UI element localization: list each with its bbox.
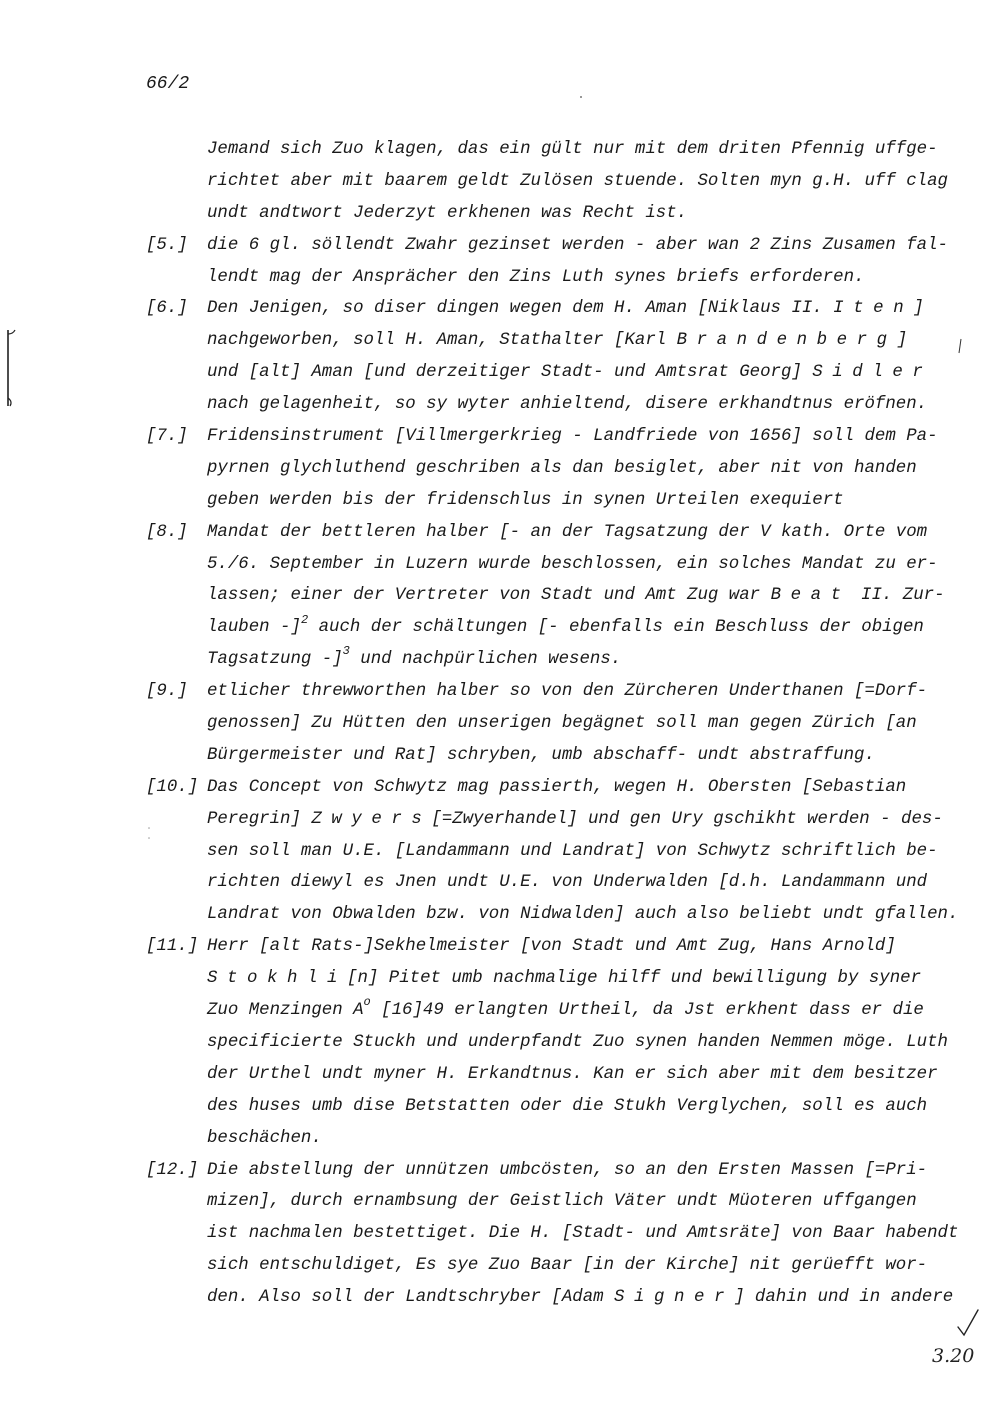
text-line <box>146 1123 946 1155</box>
text-line <box>146 166 946 198</box>
item-number: [9.] <box>146 682 188 702</box>
text-run: und [alt] Aman [und derzeitiger Stadt- und Amtsrat Georg] <box>207 363 813 383</box>
text-run: ] <box>896 331 908 351</box>
text-run: und nachpürlichen wesens. <box>349 650 622 670</box>
line-text <box>207 293 924 325</box>
spaced-name: Iten <box>833 299 914 319</box>
footnote-ref: 2 <box>300 612 309 627</box>
line-text <box>207 804 943 836</box>
page-number: 66/2 <box>146 74 190 94</box>
text-run: [16]49 erlangten Urtheil, da Jst erkhent dass er die <box>370 1001 924 1021</box>
text-line <box>146 899 959 931</box>
footnote-ref: 3 <box>342 644 350 659</box>
text-line <box>146 389 946 421</box>
line-text: Landrat von Obwalden bzw. von Nidwalden] auch also beliebt undt gfallen. <box>207 905 959 925</box>
text-line <box>146 453 946 485</box>
text-line <box>146 134 946 166</box>
line-text: sich entschuldiget, Es sye Zuo Baar [in der Kirche] nit gerüefft wor- <box>207 1256 928 1276</box>
text-line <box>146 1250 946 1282</box>
text-line <box>146 772 946 804</box>
text-line <box>146 230 946 262</box>
line-text: nach gelagenheit, so sy wyter anhieltend, disere erkhandtnus eröfnen. <box>207 395 928 415</box>
text-line <box>146 708 946 740</box>
item-number: [10.] <box>146 777 199 797</box>
footnote-ref: o <box>363 995 371 1010</box>
text-line <box>146 963 946 995</box>
line-text <box>207 1282 953 1314</box>
line-text: die 6 gl. söllendt Zwahr gezinset werden - aber wan 2 Zins Zusamen fal- <box>207 235 948 255</box>
line-text <box>207 580 945 612</box>
text-line <box>146 580 946 612</box>
text-line <box>146 1155 946 1187</box>
text-run: Den Jenigen, so diser dingen wegen dem H. Aman [Niklaus II. <box>207 299 834 319</box>
spaced-name: Beat <box>770 586 851 606</box>
line-text: specificierte Stuckh und underpfandt Zuo synen handen Nemmen möge. Luth <box>207 1032 948 1052</box>
item-number: [8.] <box>146 522 188 542</box>
text-line <box>146 676 946 708</box>
line-text: richtet aber mit baarem geldt Zulösen stuende. Solten myn g.H. uff clag <box>207 171 948 191</box>
document-body <box>146 134 959 1314</box>
line-text: 5./6. September in Luzern wurde beschlossen, ein solches Mandat zu er- <box>207 554 938 574</box>
line-text: des huses umb dise Betstatten oder die Stukh Verglychen, soll es auch <box>207 1096 928 1116</box>
text-run: Tagsatzung -] <box>207 650 343 670</box>
text-line <box>146 198 946 230</box>
text-line <box>146 262 946 294</box>
line-text: lendt mag der Ansprächer den Zins Luth synes briefs erforderen. <box>207 267 865 287</box>
line-text: richten diewyl es Jnen undt U.E. von Underwalden [d.h. Landammann und <box>207 873 928 893</box>
text-line <box>146 1059 946 1091</box>
line-text: undt andtwort Jederzyt erkhenen was Recht ist. <box>207 203 688 223</box>
item-number: [6.] <box>146 299 188 319</box>
text-line <box>146 1282 954 1314</box>
spaced-name: Sidler <box>812 363 933 383</box>
text-line <box>146 549 946 581</box>
line-text: beschächen. <box>207 1128 322 1148</box>
line-text: pyrnen glychluthend geschriben als dan besiglet, aber nit von handen <box>207 458 917 478</box>
text-run: lauben -] <box>207 618 301 638</box>
line-text: mizen], durch ernambsung der Geistlich Väter undt Müoteren uffgangen <box>207 1192 917 1212</box>
item-number: [11.] <box>146 937 199 957</box>
text-run: lassen; einer der Vertreter von Stadt und Amt Zug war <box>207 586 771 606</box>
line-text: Mandat der bettleren halber [- an der Tagsatzung der V kath. Orte vom <box>207 522 928 542</box>
margin-tick-mark <box>957 338 963 354</box>
text-line <box>146 931 946 963</box>
text-line <box>146 485 946 517</box>
spaced-name: Stokhli <box>207 969 348 989</box>
line-text: Bürgermeister und Rat] schryben, umb abschaff- undt abstraffung. <box>207 745 875 765</box>
text-line <box>146 421 946 453</box>
text-line <box>146 836 946 868</box>
text-run: nachgeworben, soll H. Aman, Stathalter [Karl <box>207 331 677 351</box>
text-line <box>146 1186 946 1218</box>
text-run: den. Also soll der Landtschryber [Adam <box>207 1288 615 1308</box>
text-run: [n] Pitet umb nachmalige hilff und bewilligung by syner <box>347 969 922 989</box>
line-text: Herr [alt Rats-]Sekhelmeister [von Stadt und Amt Zug, Hans Arnold] <box>207 937 896 957</box>
line-text: Jemand sich Zuo klagen, das ein gült nur mit dem driten Pfennig uffge- <box>207 140 938 159</box>
line-text <box>207 612 924 644</box>
text-line <box>146 644 946 676</box>
line-text: sen soll man U.E. [Landammann und Landrat] von Schwytz schriftlich be- <box>207 841 938 861</box>
line-text: ist nachmalen bestettiget. Die H. [Stadt- und Amtsräte] von Baar habendt <box>207 1224 959 1244</box>
left-edge-binding-mark <box>4 328 18 408</box>
spaced-name: Signer <box>614 1288 735 1308</box>
spaced-name: Brandenberg <box>676 331 897 351</box>
text-run: [=Zwyerhandel] und gen Ury gschikht werden - des- <box>431 809 943 829</box>
line-text: der Urthel undt myner H. Erkandtnus. Kan er sich aber mit dem besitzer <box>207 1064 938 1084</box>
item-number: [7.] <box>146 427 188 447</box>
item-number: [5.] <box>146 235 188 255</box>
text-line <box>146 1218 959 1250</box>
text-line <box>146 612 946 644</box>
line-text <box>207 357 932 389</box>
line-text: genossen] Zu Hütten den unserigen begägnet soll man gegen Zürich [an <box>207 714 917 734</box>
line-text: Die abstellung der unnützen umbcösten, so an den Ersten Massen [=Pri- <box>207 1160 928 1180</box>
text-line <box>146 517 946 549</box>
text-run: auch der schältungen [- ebenfalls ein Beschluss der obigen <box>308 618 924 638</box>
text-run: II. Zur- <box>850 586 945 606</box>
line-text: etlicher threwworthen halber so von den Zürcheren Underthanen [=Dorf- <box>207 682 928 702</box>
text-line <box>146 1027 946 1059</box>
text-line <box>146 867 946 899</box>
folio-note: 3.20 <box>932 1345 975 1367</box>
text-run: Zuo Menzingen A <box>207 1001 364 1021</box>
text-line <box>146 1091 946 1123</box>
line-text <box>207 995 924 1027</box>
text-run: Peregrin] <box>207 809 312 829</box>
stray-dot-mark <box>580 96 582 98</box>
line-text <box>207 644 621 676</box>
line-text: Das Concept von Schwytz mag passierth, wegen H. Obersten [Sebastian <box>207 777 907 797</box>
text-run: ] <box>913 299 924 319</box>
item-number: [12.] <box>146 1160 199 1180</box>
line-text: Fridensinstrument [Villmergerkrieg - Landfriede von 1656] soll dem Pa- <box>207 427 938 447</box>
text-line <box>146 357 946 389</box>
line-text <box>207 963 921 995</box>
text-line <box>146 804 946 836</box>
line-text <box>207 325 907 357</box>
spaced-name: Zwyers <box>311 809 432 829</box>
text-run: ] dahin und in andere <box>734 1288 954 1308</box>
text-line <box>146 293 946 325</box>
line-text: geben werden bis der fridenschlus in synen Urteilen exequiert <box>207 490 844 510</box>
check-mark-icon <box>955 1308 981 1338</box>
text-line <box>146 995 946 1027</box>
text-line <box>146 325 946 357</box>
text-line <box>146 740 946 772</box>
